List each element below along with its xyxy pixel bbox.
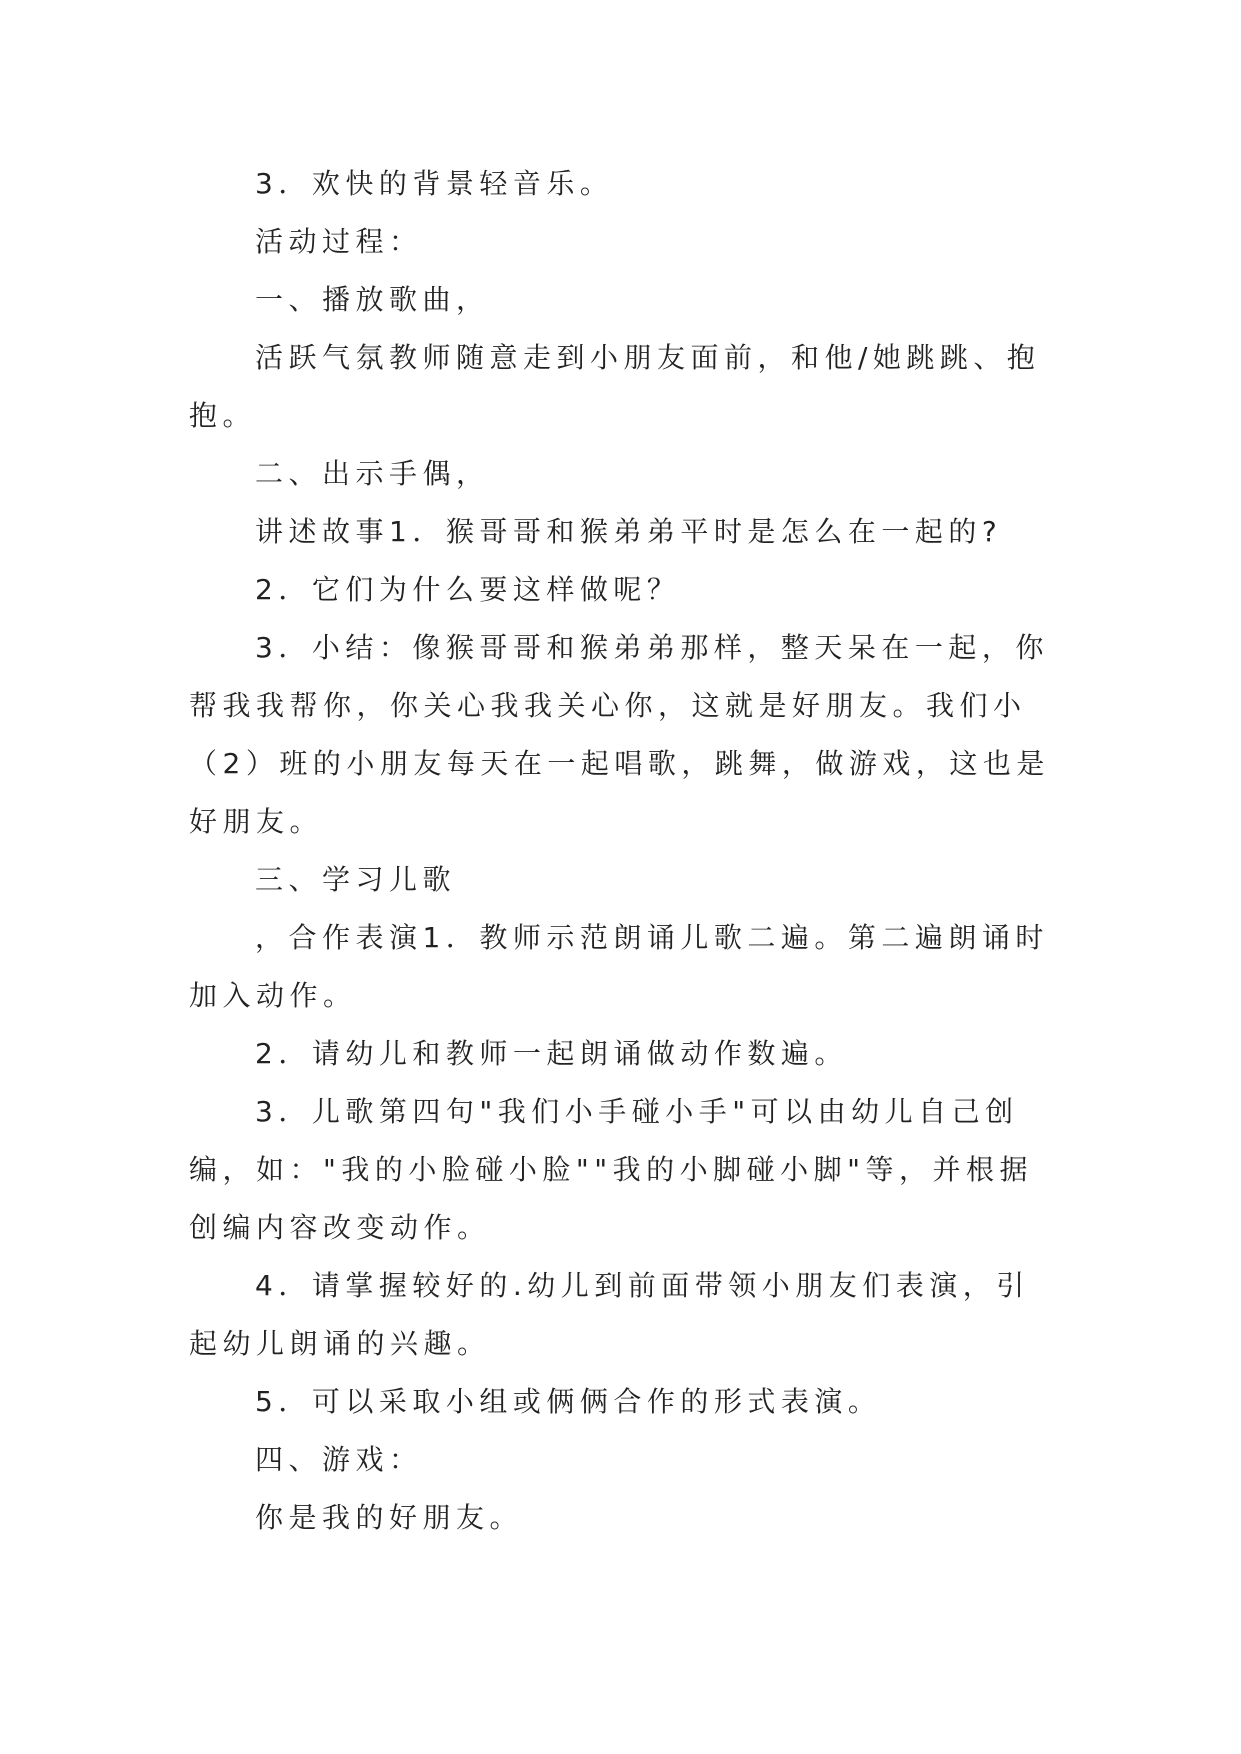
paragraph-section-3-step-4: 4．请掌握较好的.幼儿到前面带领小朋友们表演，引起幼儿朗诵的兴趣。	[189, 1269, 1030, 1360]
paragraph-section-2-step-1: 讲述故事1．猴哥哥和猴弟弟平时是怎么在一起的?	[255, 515, 1003, 548]
paragraph-process-heading: 活动过程：	[255, 225, 423, 258]
paragraph-section-4-heading: 四、游戏：	[255, 1443, 423, 1476]
paragraph-section-3-step-2: 2．请幼儿和教师一起朗诵做动作数遍。	[255, 1037, 848, 1070]
paragraph-section-3-step-3: 3．儿歌第四句"我们小手碰小手"可以由幼儿自己创编，如："我的小脸碰小脸""我的小脚碰小脚"等，并根据创编内容改变动作。	[189, 1095, 1034, 1244]
paragraph-section-1-body: 活跃气氛教师随意走到小朋友面前，和他/她跳跳、抱抱。	[189, 341, 1041, 432]
paragraph-section-2-heading: 二、出示手偶，	[255, 457, 490, 490]
paragraph-section-2-summary: 3．小结：像猴哥哥和猴弟弟那样，整天呆在一起，你帮我我帮你，你关心我我关心你，这就是好朋友。我们小（2）班的小朋友每天在一起唱歌，跳舞，做游戏，这也是好朋友。	[189, 631, 1050, 838]
paragraph-section-3-heading: 三、学习儿歌	[255, 863, 457, 896]
paragraph-section-4-body: 你是我的好朋友。	[255, 1501, 524, 1534]
paragraph-section-3-step-1: ，合作表演1．教师示范朗诵儿歌二遍。第二遍朗诵时加入动作。	[189, 921, 1049, 1012]
paragraph-section-3-step-5: 5．可以采取小组或俩俩合作的形式表演。	[255, 1385, 882, 1418]
document-body	[189, 155, 1051, 1547]
paragraph-section-1-heading: 一、播放歌曲，	[255, 283, 490, 316]
paragraph-materials-music: 3．欢快的背景轻音乐。	[255, 167, 614, 200]
paragraph-section-2-step-2: 2．它们为什么要这样做呢？	[255, 573, 681, 606]
